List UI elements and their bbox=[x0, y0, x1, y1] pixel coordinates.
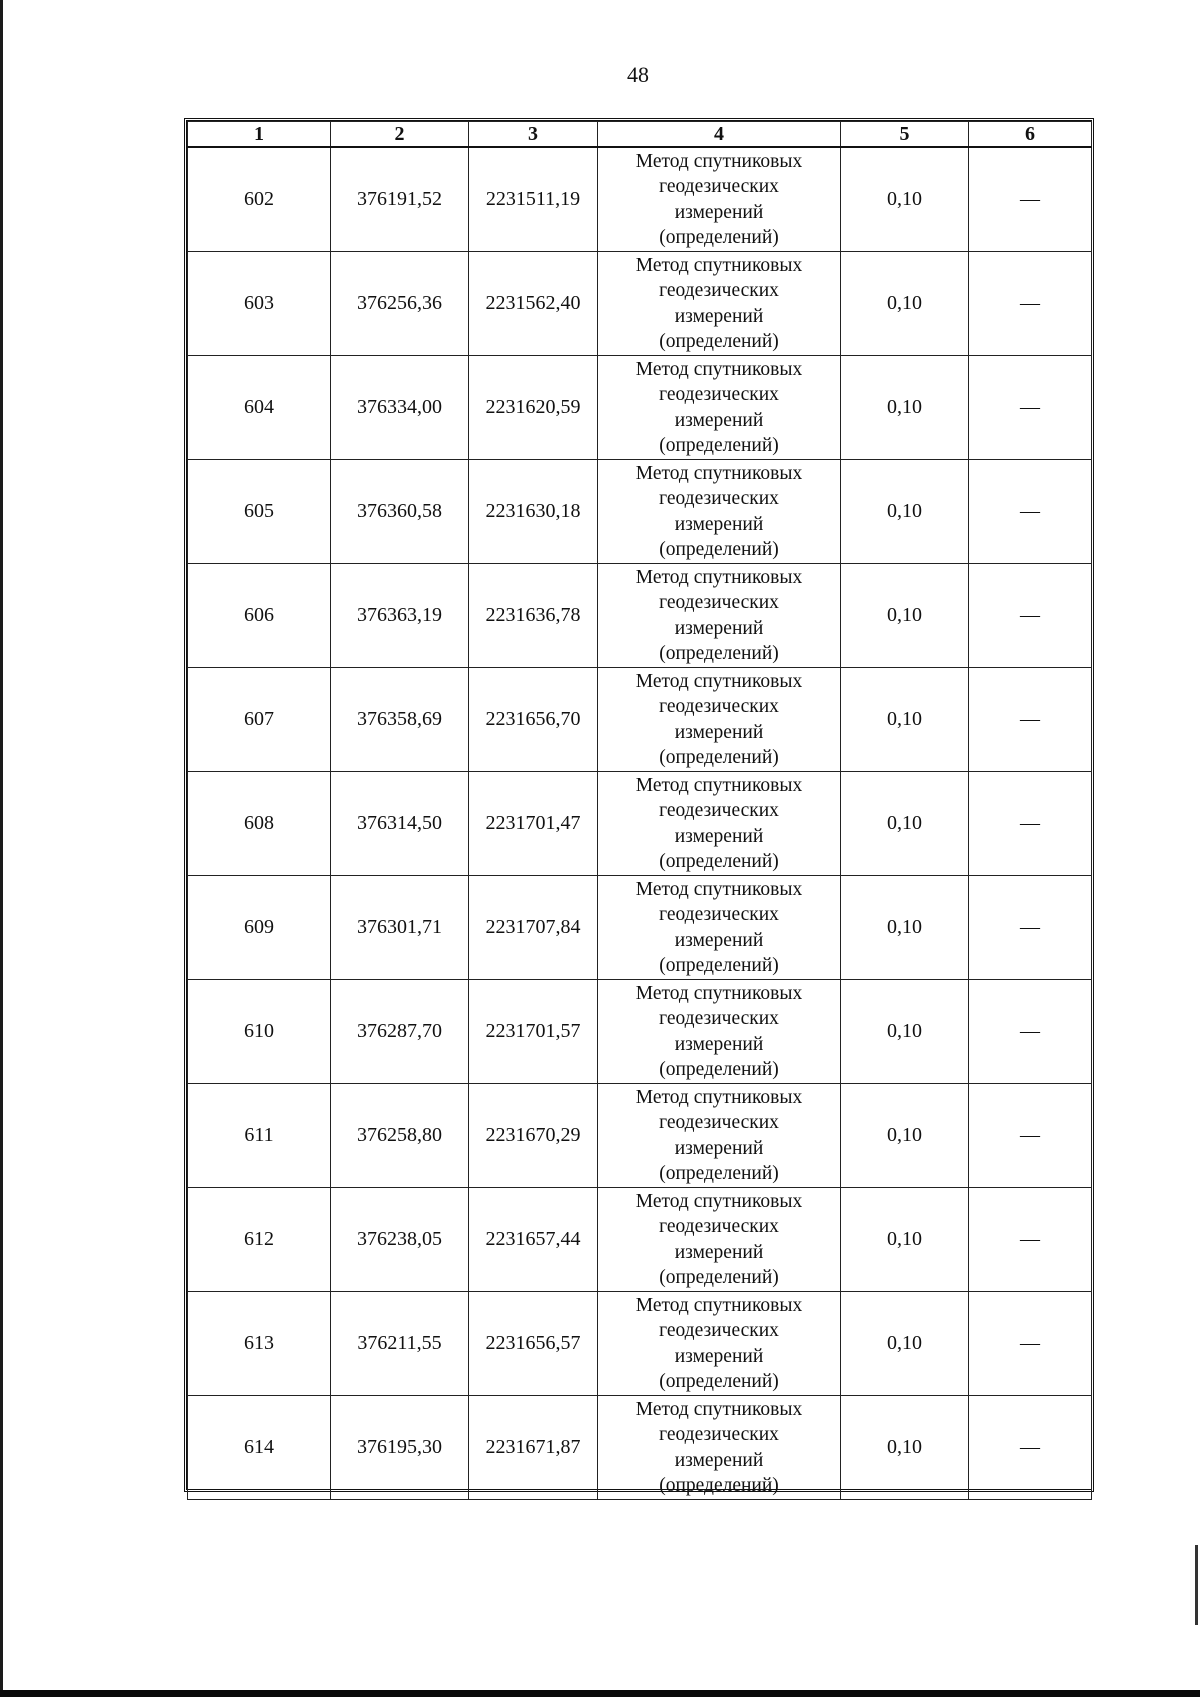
coordinate-y-cell: 2231671,87 bbox=[469, 1396, 598, 1500]
method-text-line: измерений bbox=[674, 305, 764, 327]
coordinates-table bbox=[187, 121, 1092, 1500]
coordinate-x-cell: 376191,52 bbox=[331, 147, 469, 252]
method-cell bbox=[598, 668, 841, 772]
note-cell: — bbox=[969, 1084, 1092, 1188]
accuracy-cell: 0,10 bbox=[841, 1292, 969, 1396]
table-body bbox=[188, 147, 1092, 1500]
method-text-line: геодезических bbox=[659, 1424, 779, 1445]
method-text-line: геодезических bbox=[659, 488, 779, 509]
method-cell bbox=[598, 356, 841, 460]
method-text-line: Метод спутниковых bbox=[635, 462, 803, 484]
table-row bbox=[188, 1084, 1092, 1188]
point-number-cell: 605 bbox=[188, 460, 331, 564]
method-cell bbox=[598, 564, 841, 668]
table-row bbox=[188, 147, 1092, 252]
point-number-cell: 610 bbox=[188, 980, 331, 1084]
method-cell bbox=[598, 147, 841, 252]
table-row bbox=[188, 356, 1092, 460]
table-row bbox=[188, 1396, 1092, 1500]
accuracy-cell: 0,10 bbox=[841, 356, 969, 460]
accuracy-cell: 0,10 bbox=[841, 1396, 969, 1500]
method-text-line: (определений) bbox=[659, 1475, 779, 1496]
coordinate-x-cell: 376301,71 bbox=[331, 876, 469, 980]
method-text-line: геодезических bbox=[659, 592, 779, 613]
accuracy-cell: 0,10 bbox=[841, 147, 969, 252]
point-number-cell: 609 bbox=[188, 876, 331, 980]
method-text-line: (определений) bbox=[659, 227, 779, 248]
table-header-row bbox=[188, 122, 1092, 148]
method-cell bbox=[598, 252, 841, 356]
method-text-line: измерений bbox=[674, 513, 764, 535]
point-number-cell: 604 bbox=[188, 356, 331, 460]
method-text-line: Метод спутниковых bbox=[635, 878, 803, 900]
note-cell: — bbox=[969, 1396, 1092, 1500]
point-number-cell: 607 bbox=[188, 668, 331, 772]
table-row bbox=[188, 980, 1092, 1084]
method-text-line: измерений bbox=[674, 201, 764, 223]
coordinate-y-cell: 2231620,59 bbox=[469, 356, 598, 460]
method-text-line: (определений) bbox=[659, 851, 779, 872]
page-number: 48 bbox=[627, 62, 649, 87]
note-cell: — bbox=[969, 1292, 1092, 1396]
method-text-line: (определений) bbox=[659, 1267, 779, 1288]
method-text-line: (определений) bbox=[659, 1371, 779, 1392]
point-number-cell: 611 bbox=[188, 1084, 331, 1188]
method-text-line: измерений bbox=[674, 721, 764, 743]
method-cell bbox=[598, 772, 841, 876]
note-cell: — bbox=[969, 1188, 1092, 1292]
scan-border-right bbox=[1195, 1545, 1198, 1625]
method-text-line: (определений) bbox=[659, 331, 779, 352]
coordinate-x-cell: 376314,50 bbox=[331, 772, 469, 876]
accuracy-cell: 0,10 bbox=[841, 564, 969, 668]
point-number-cell: 606 bbox=[188, 564, 331, 668]
method-text-line: измерений bbox=[674, 1449, 764, 1471]
point-number-cell: 608 bbox=[188, 772, 331, 876]
method-text-line: Метод спутниковых bbox=[635, 670, 803, 692]
method-text-line: (определений) bbox=[659, 539, 779, 560]
method-cell bbox=[598, 1396, 841, 1500]
method-text-line: геодезических bbox=[659, 696, 779, 717]
coordinate-y-cell: 2231657,44 bbox=[469, 1188, 598, 1292]
method-text-line: (определений) bbox=[659, 955, 779, 976]
accuracy-cell: 0,10 bbox=[841, 460, 969, 564]
method-text-line: (определений) bbox=[659, 435, 779, 456]
method-text-line: геодезических bbox=[659, 1112, 779, 1133]
method-text-line: геодезических bbox=[659, 800, 779, 821]
accuracy-cell: 0,10 bbox=[841, 1084, 969, 1188]
note-cell: — bbox=[969, 980, 1092, 1084]
coordinate-x-cell: 376195,30 bbox=[331, 1396, 469, 1500]
method-text-line: измерений bbox=[674, 409, 764, 431]
method-cell bbox=[598, 460, 841, 564]
method-text-line: Метод спутниковых bbox=[635, 1398, 803, 1420]
column-header-5: 5 bbox=[841, 122, 969, 148]
coordinate-x-cell: 376363,19 bbox=[331, 564, 469, 668]
method-cell bbox=[598, 1292, 841, 1396]
coordinate-x-cell: 376334,00 bbox=[331, 356, 469, 460]
method-text-line: Метод спутниковых bbox=[635, 1086, 803, 1108]
table-row bbox=[188, 876, 1092, 980]
method-text-line: Метод спутниковых bbox=[635, 150, 803, 172]
method-text-line: (определений) bbox=[659, 1163, 779, 1184]
coordinate-x-cell: 376360,58 bbox=[331, 460, 469, 564]
method-text-line: Метод спутниковых bbox=[635, 254, 803, 276]
coordinate-x-cell: 376258,80 bbox=[331, 1084, 469, 1188]
coordinate-y-cell: 2231701,57 bbox=[469, 980, 598, 1084]
method-text-line: измерений bbox=[674, 1241, 764, 1263]
note-cell: — bbox=[969, 252, 1092, 356]
note-cell: — bbox=[969, 564, 1092, 668]
method-text-line: Метод спутниковых bbox=[635, 1190, 803, 1212]
method-text-line: Метод спутниковых bbox=[635, 358, 803, 380]
coordinate-x-cell: 376287,70 bbox=[331, 980, 469, 1084]
note-cell: — bbox=[969, 460, 1092, 564]
point-number-cell: 603 bbox=[188, 252, 331, 356]
accuracy-cell: 0,10 bbox=[841, 252, 969, 356]
column-header-3: 3 bbox=[469, 122, 598, 148]
column-header-6: 6 bbox=[969, 122, 1092, 148]
method-text-line: измерений bbox=[674, 929, 764, 951]
column-header-2: 2 bbox=[331, 122, 469, 148]
coordinate-y-cell: 2231707,84 bbox=[469, 876, 598, 980]
accuracy-cell: 0,10 bbox=[841, 980, 969, 1084]
method-cell bbox=[598, 1188, 841, 1292]
coordinate-y-cell: 2231670,29 bbox=[469, 1084, 598, 1188]
coordinate-y-cell: 2231636,78 bbox=[469, 564, 598, 668]
coordinate-y-cell: 2231511,19 bbox=[469, 147, 598, 252]
coordinate-x-cell: 376256,36 bbox=[331, 252, 469, 356]
method-text-line: Метод спутниковых bbox=[635, 1294, 803, 1316]
table-row bbox=[188, 668, 1092, 772]
method-text-line: (определений) bbox=[659, 747, 779, 768]
note-cell: — bbox=[969, 356, 1092, 460]
coordinates-table-frame bbox=[184, 118, 1094, 1496]
note-cell: — bbox=[969, 772, 1092, 876]
accuracy-cell: 0,10 bbox=[841, 668, 969, 772]
table-row bbox=[188, 564, 1092, 668]
column-header-1: 1 bbox=[188, 122, 331, 148]
table-row bbox=[188, 1188, 1092, 1292]
accuracy-cell: 0,10 bbox=[841, 772, 969, 876]
coordinate-x-cell: 376238,05 bbox=[331, 1188, 469, 1292]
method-text-line: геодезических bbox=[659, 280, 779, 301]
note-cell: — bbox=[969, 876, 1092, 980]
method-text-line: геодезических bbox=[659, 1320, 779, 1341]
coordinate-y-cell: 2231656,57 bbox=[469, 1292, 598, 1396]
method-text-line: геодезических bbox=[659, 1216, 779, 1237]
accuracy-cell: 0,10 bbox=[841, 1188, 969, 1292]
column-header-4: 4 bbox=[598, 122, 841, 148]
point-number-cell: 613 bbox=[188, 1292, 331, 1396]
method-text-line: измерений bbox=[674, 825, 764, 847]
method-text-line: измерений bbox=[674, 1033, 764, 1055]
method-text-line: Метод спутниковых bbox=[635, 566, 803, 588]
method-text-line: измерений bbox=[674, 1137, 764, 1159]
method-cell bbox=[598, 876, 841, 980]
table-row bbox=[188, 252, 1092, 356]
coordinate-y-cell: 2231656,70 bbox=[469, 668, 598, 772]
note-cell: — bbox=[969, 147, 1092, 252]
method-text-line: геодезических bbox=[659, 176, 779, 197]
scan-border-bottom bbox=[0, 1690, 1200, 1697]
method-cell bbox=[598, 980, 841, 1084]
coordinate-x-cell: 376211,55 bbox=[331, 1292, 469, 1396]
method-text-line: измерений bbox=[674, 617, 764, 639]
method-cell bbox=[598, 1084, 841, 1188]
method-text-line: геодезических bbox=[659, 384, 779, 405]
scan-border-left bbox=[0, 0, 3, 1697]
method-text-line: Метод спутниковых bbox=[635, 774, 803, 796]
coordinate-y-cell: 2231701,47 bbox=[469, 772, 598, 876]
coordinate-x-cell: 376358,69 bbox=[331, 668, 469, 772]
point-number-cell: 614 bbox=[188, 1396, 331, 1500]
method-text-line: Метод спутниковых bbox=[635, 982, 803, 1004]
table-row bbox=[188, 772, 1092, 876]
note-cell: — bbox=[969, 668, 1092, 772]
method-text-line: геодезических bbox=[659, 1008, 779, 1029]
point-number-cell: 602 bbox=[188, 147, 331, 252]
coordinate-y-cell: 2231630,18 bbox=[469, 460, 598, 564]
point-number-cell: 612 bbox=[188, 1188, 331, 1292]
method-text-line: измерений bbox=[674, 1345, 764, 1367]
method-text-line: геодезических bbox=[659, 904, 779, 925]
method-text-line: (определений) bbox=[659, 643, 779, 664]
coordinate-y-cell: 2231562,40 bbox=[469, 252, 598, 356]
table-row bbox=[188, 1292, 1092, 1396]
table-row bbox=[188, 460, 1092, 564]
accuracy-cell: 0,10 bbox=[841, 876, 969, 980]
method-text-line: (определений) bbox=[659, 1059, 779, 1080]
